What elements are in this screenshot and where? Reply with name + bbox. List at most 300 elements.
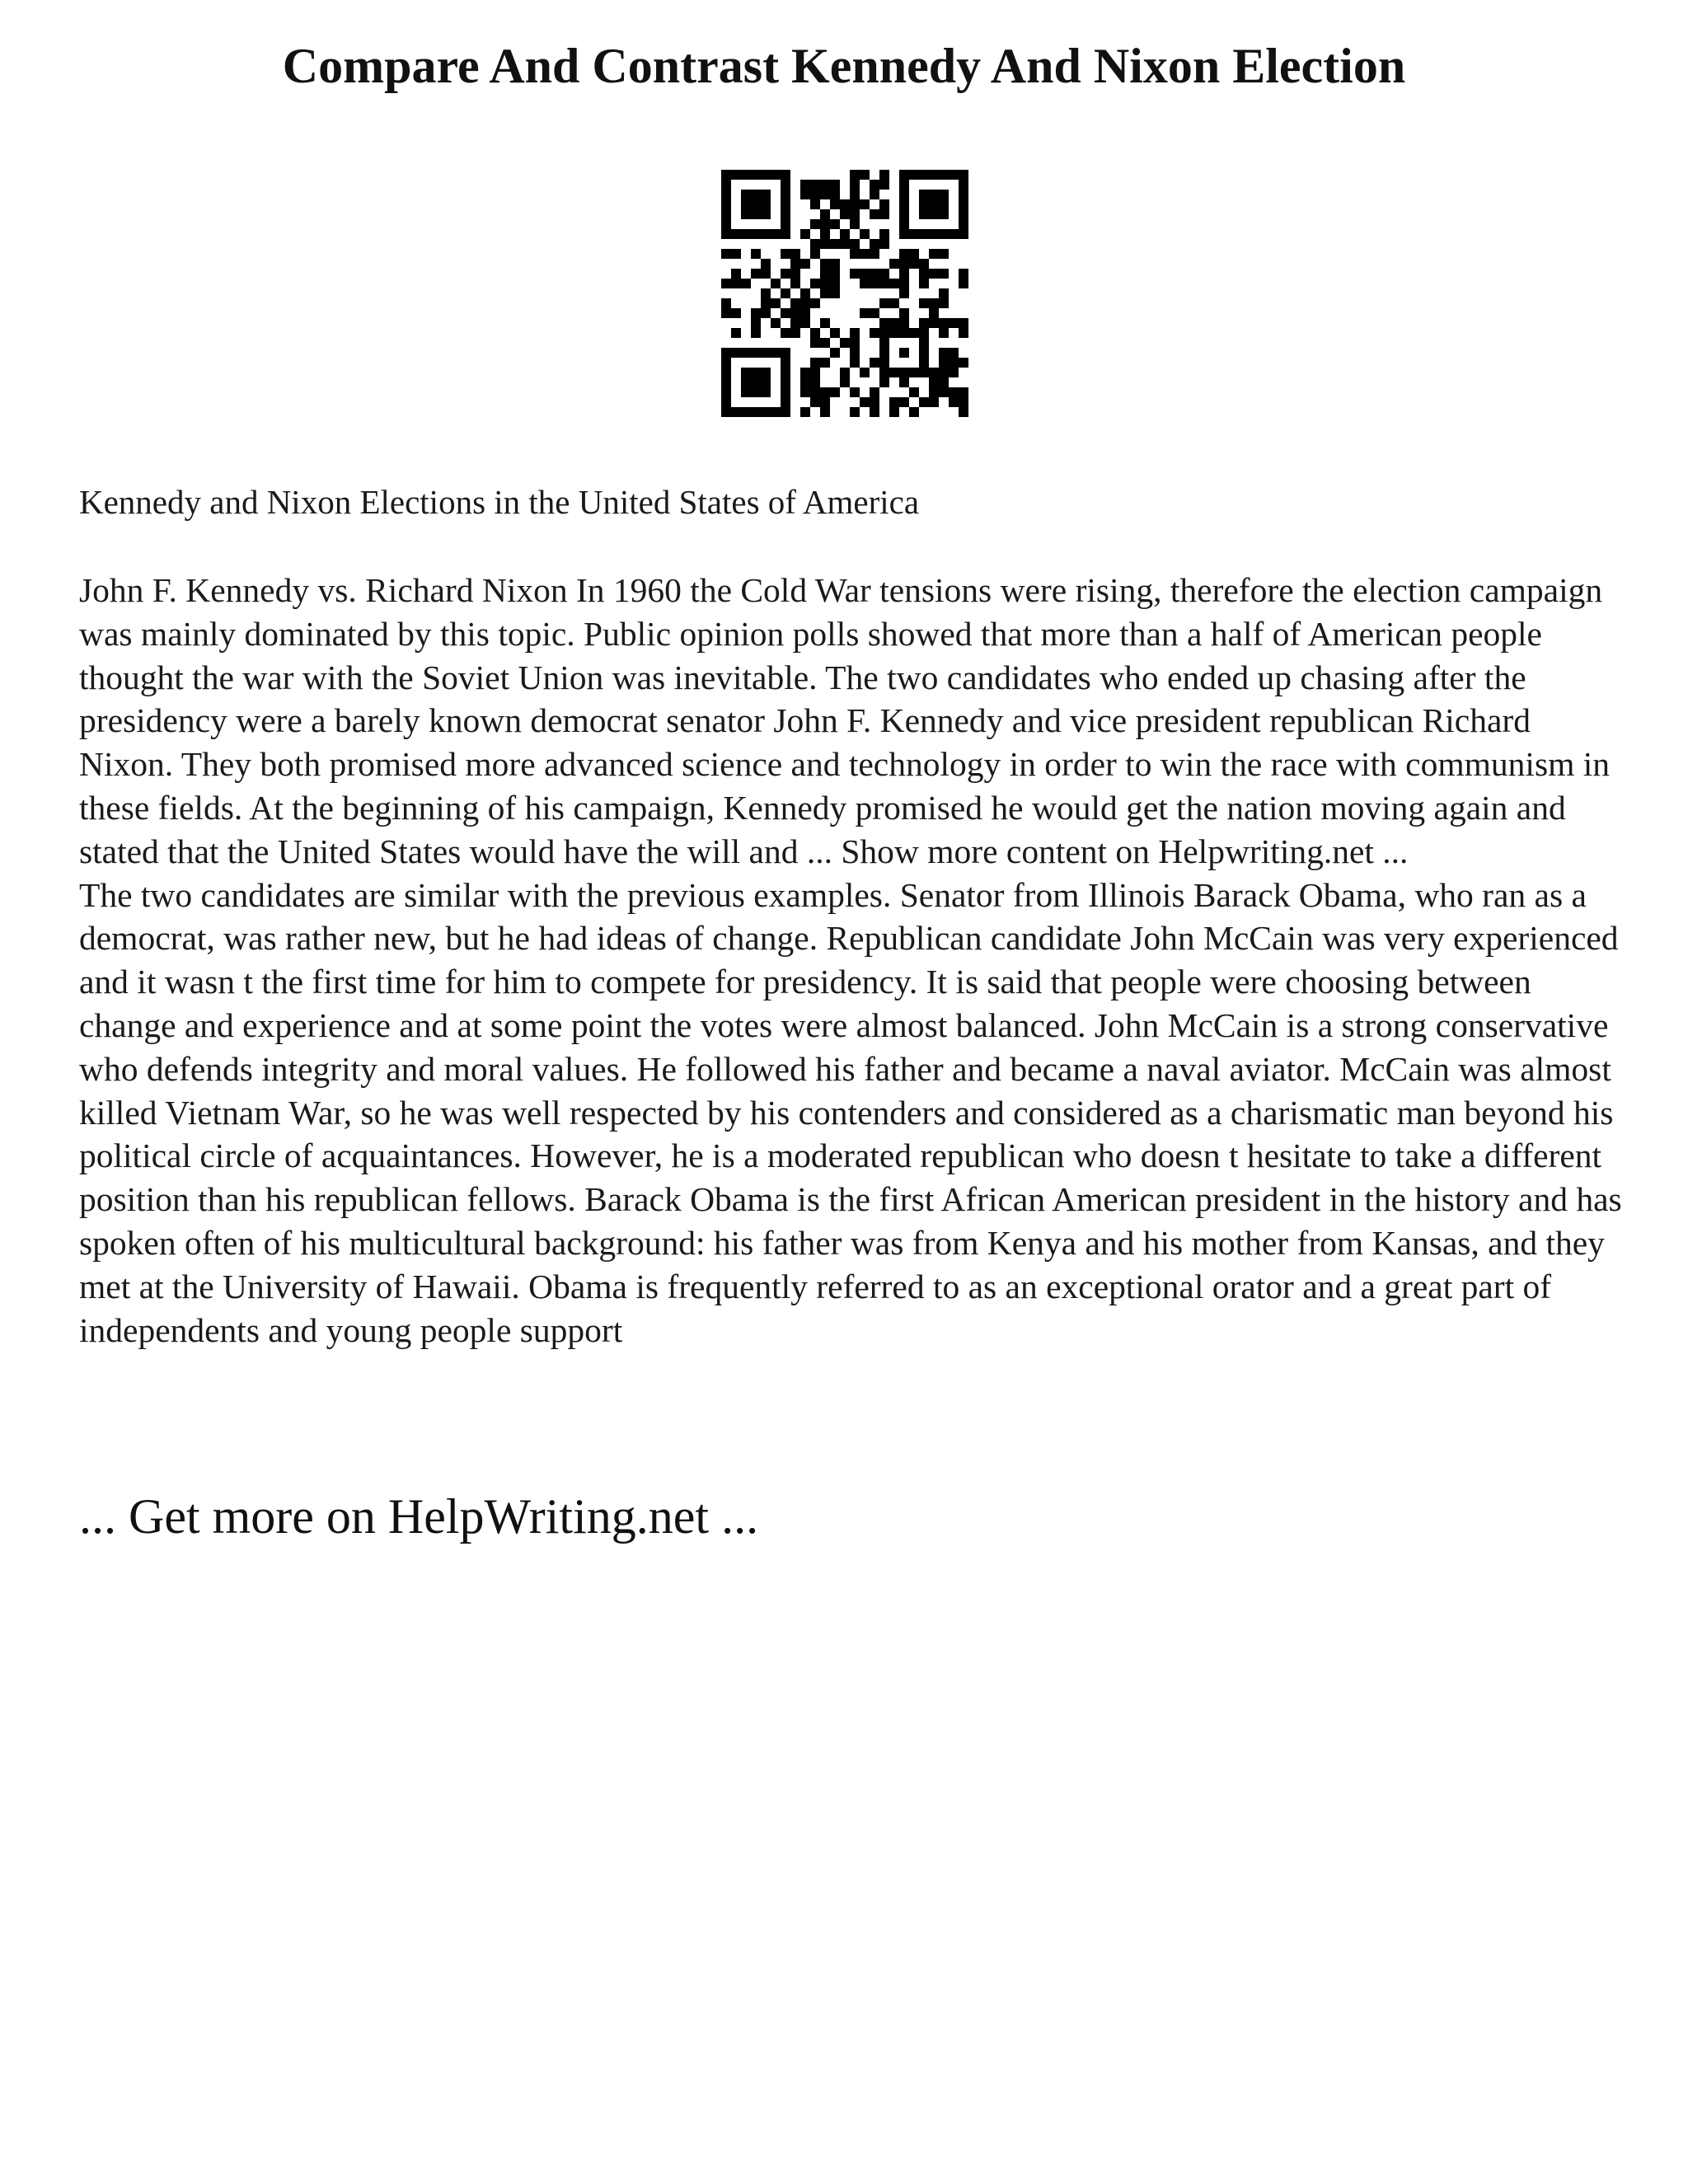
qr-module [751, 318, 761, 328]
qr-module [850, 348, 860, 358]
qr-module [850, 180, 860, 190]
qr-module [830, 190, 840, 199]
qr-module [919, 170, 929, 180]
qr-module [800, 229, 810, 239]
qr-module [761, 387, 771, 397]
qr-module [721, 180, 731, 190]
qr-module [721, 190, 731, 199]
qr-module [919, 358, 929, 368]
qr-module [731, 279, 741, 288]
qr-module [820, 239, 830, 249]
qr-module [879, 298, 889, 308]
qr-module [820, 219, 830, 229]
qr-module [771, 229, 781, 239]
qr-module [919, 368, 929, 377]
qr-module [929, 397, 939, 407]
qr-module [919, 397, 929, 407]
qr-module [731, 308, 741, 318]
qr-module [899, 328, 909, 338]
qr-module [781, 368, 790, 377]
qr-module [899, 377, 909, 387]
qr-module [781, 348, 790, 358]
qr-module [949, 170, 959, 180]
qr-module [810, 397, 820, 407]
qr-module [751, 209, 761, 219]
qr-module [771, 279, 781, 288]
qr-module [741, 377, 751, 387]
qr-module [929, 170, 939, 180]
qr-module [731, 348, 741, 358]
qr-module [949, 358, 959, 368]
qr-module [939, 190, 949, 199]
qr-module [899, 279, 909, 288]
qr-module [919, 318, 929, 328]
paragraph-obama-mccain: The two candidates are similar with the previous examples. Senator from Illinois Barack Obama, who ran as a democrat, was rather new, but he had ideas of change. Republican candidate John McCain was very experienced and it wasn t the first time for him to compete for presidency. It is said that people were choosing between change and experience and at some point the votes were almost balanced. John McCain is a strong conservative who defends integrity and moral values. He followed his father and became a naval aviator. McCain was almost killed Vietnam War, so he was well respected by his contenders and considered as a charismatic man beyond his political circle of acquaintances. However, he is a moderated republican who doesn t hesitate to take a different position than his republican fellows. Barack Obama is the first African American president in the history and has spoken often of his multicultural background: his father was from Kenya and his mother from Kansas, and they met at the University of Hawaii. Obama is frequently referred to as an exceptional orator and a great part of independents and young people support [79, 875, 1622, 1349]
qr-module [899, 269, 909, 279]
qr-module [870, 387, 879, 397]
qr-module [899, 199, 909, 209]
qr-module [751, 387, 761, 397]
qr-module [959, 190, 968, 199]
qr-module [751, 377, 761, 387]
qr-module [790, 269, 800, 279]
qr-module [751, 328, 761, 338]
qr-module [751, 407, 761, 417]
qr-module [850, 190, 860, 199]
qr-module [771, 318, 781, 328]
qr-module [830, 387, 840, 397]
qr-module [751, 249, 761, 259]
qr-module [899, 288, 909, 298]
qr-module [790, 308, 800, 318]
qr-module [919, 229, 929, 239]
qr-module [919, 190, 929, 199]
qr-module [939, 269, 949, 279]
qr-module [781, 308, 790, 318]
qr-module [810, 387, 820, 397]
qr-module [830, 259, 840, 269]
qr-module [761, 190, 771, 199]
qr-module [929, 229, 939, 239]
qr-module [959, 387, 968, 397]
qr-module [721, 308, 731, 318]
qr-module [820, 279, 830, 288]
qr-module [899, 219, 909, 229]
qr-module [790, 279, 800, 288]
qr-module [741, 407, 751, 417]
qr-module [929, 387, 939, 397]
article-body [79, 569, 1625, 1352]
qr-module [761, 377, 771, 387]
qr-code-graphic [721, 170, 968, 417]
qr-module [879, 328, 889, 338]
qr-module [860, 279, 870, 288]
qr-module [939, 249, 949, 259]
qr-module [919, 348, 929, 358]
qr-module [830, 288, 840, 298]
qr-module [899, 318, 909, 328]
qr-module [860, 170, 870, 180]
qr-module [820, 259, 830, 269]
qr-module [741, 229, 751, 239]
qr-module [879, 348, 889, 358]
qr-module [919, 269, 929, 279]
qr-module [721, 358, 731, 368]
qr-module [751, 199, 761, 209]
qr-module [879, 338, 889, 348]
qr-module [959, 269, 968, 279]
qr-module [949, 387, 959, 397]
qr-module [820, 407, 830, 417]
qr-module [870, 328, 879, 338]
qr-module [919, 209, 929, 219]
paragraph-kennedy-nixon: John F. Kennedy vs. Richard Nixon In 1960 the Cold War tensions were rising, therefore the election campaign was mainly dominated by this topic. Public opinion polls showed that more than a half of American people thought the war with the Soviet Union was inevitable. The two candidates who ended up chasing after the presidency were a barely known democrat senator John F. Kennedy and vice president republican Richard Nixon. They both promised more advanced science and technology in order to win the race with communism in these fields. At the beginning of his campaign, Kennedy promised he would get the nation moving again and stated that the United States would have the will and ... Show more content on Helpwriting.net ... [79, 571, 1611, 870]
qr-module [721, 170, 731, 180]
qr-module [879, 170, 889, 180]
qr-module [929, 199, 939, 209]
qr-module [810, 377, 820, 387]
qr-module [889, 318, 899, 328]
qr-module [939, 199, 949, 209]
qr-module [800, 298, 810, 308]
qr-module [810, 279, 820, 288]
qr-module [721, 368, 731, 377]
qr-module [850, 407, 860, 417]
qr-module [959, 219, 968, 229]
qr-module [959, 318, 968, 328]
qr-module [810, 190, 820, 199]
qr-module [800, 259, 810, 269]
qr-module [949, 229, 959, 239]
qr-module [929, 190, 939, 199]
qr-module [771, 407, 781, 417]
qr-module [929, 377, 939, 387]
qr-module [909, 229, 919, 239]
qr-module [731, 407, 741, 417]
qr-module [909, 387, 919, 397]
qr-module [830, 239, 840, 249]
qr-module [919, 338, 929, 348]
qr-module [810, 338, 820, 348]
qr-module [850, 358, 860, 368]
qr-module [899, 308, 909, 318]
qr-module [870, 397, 879, 407]
qr-module [781, 229, 790, 239]
get-more-link[interactable]: ... Get more on HelpWriting.net ... [79, 1489, 759, 1544]
qr-module [751, 190, 761, 199]
qr-module [939, 318, 949, 328]
qr-module [761, 229, 771, 239]
qr-module [741, 368, 751, 377]
qr-module [899, 259, 909, 269]
qr-module [949, 397, 959, 407]
qr-module [741, 387, 751, 397]
qr-module [761, 298, 771, 308]
qr-module [781, 249, 790, 259]
qr-module [761, 308, 771, 318]
qr-module [840, 368, 850, 377]
qr-module [771, 170, 781, 180]
qr-module [830, 180, 840, 190]
qr-module [781, 199, 790, 209]
qr-module [850, 170, 860, 180]
qr-module [850, 328, 860, 338]
qr-module [879, 239, 889, 249]
qr-module [800, 407, 810, 417]
qr-module [721, 407, 731, 417]
qr-module [781, 397, 790, 407]
qr-module [909, 368, 919, 377]
qr-module [830, 328, 840, 338]
qr-module [889, 328, 899, 338]
qr-module [741, 348, 751, 358]
qr-module [830, 199, 840, 209]
qr-module [800, 377, 810, 387]
qr-module [741, 199, 751, 209]
qr-module [909, 328, 919, 338]
qr-module [731, 249, 741, 259]
qr-module [889, 259, 899, 269]
qr-module [939, 368, 949, 377]
qr-module [949, 318, 959, 328]
qr-module [939, 209, 949, 219]
qr-module [889, 397, 899, 407]
qr-module [959, 229, 968, 239]
qr-module [751, 368, 761, 377]
qr-module [721, 377, 731, 387]
qr-module [879, 279, 889, 288]
qr-module [731, 328, 741, 338]
qr-module [929, 249, 939, 259]
qr-module [781, 328, 790, 338]
qr-module [741, 279, 751, 288]
qr-module [721, 199, 731, 209]
qr-module [820, 338, 830, 348]
qr-module [800, 190, 810, 199]
qr-module [949, 348, 959, 358]
qr-module [939, 348, 949, 358]
qr-module [751, 269, 761, 279]
qr-module [850, 269, 860, 279]
qr-module [870, 358, 879, 368]
qr-module [909, 170, 919, 180]
qr-module [810, 219, 820, 229]
qr-module [721, 219, 731, 229]
qr-module [879, 269, 889, 279]
qr-module [899, 229, 909, 239]
qr-module [929, 308, 939, 318]
qr-module [860, 397, 870, 407]
qr-module [761, 407, 771, 417]
qr-module [830, 269, 840, 279]
qr-module [810, 328, 820, 338]
qr-module [899, 397, 909, 407]
qr-module [919, 279, 929, 288]
qr-module [820, 209, 830, 219]
qr-module [850, 338, 860, 348]
qr-module [959, 180, 968, 190]
qr-module [731, 269, 741, 279]
qr-module [781, 407, 790, 417]
qr-module [761, 368, 771, 377]
qr-module [870, 279, 879, 288]
qr-module [959, 279, 968, 288]
qr-module [879, 377, 889, 387]
qr-module [959, 407, 968, 417]
qr-module [820, 288, 830, 298]
qr-module [731, 229, 741, 239]
qr-module [840, 239, 850, 249]
qr-module [889, 298, 899, 308]
qr-module [721, 397, 731, 407]
qr-module [771, 298, 781, 308]
qr-module [889, 279, 899, 288]
qr-module [810, 249, 820, 259]
qr-module [959, 209, 968, 219]
qr-module [721, 387, 731, 397]
qr-module [860, 269, 870, 279]
qr-module [820, 269, 830, 279]
qr-module [830, 279, 840, 288]
qr-module [939, 328, 949, 338]
qr-module [889, 368, 899, 377]
qr-module [870, 180, 879, 190]
qr-module [939, 358, 949, 368]
qr-module [870, 269, 879, 279]
qr-module [790, 249, 800, 259]
qr-module [860, 199, 870, 209]
qr-module [959, 328, 968, 338]
qr-module [800, 368, 810, 377]
qr-module [899, 170, 909, 180]
qr-code-icon [721, 170, 968, 417]
qr-module [820, 180, 830, 190]
qr-module [939, 229, 949, 239]
qr-module [751, 308, 761, 318]
qr-module [879, 368, 889, 377]
qr-module [800, 288, 810, 298]
qr-module [860, 308, 870, 318]
qr-module [820, 387, 830, 397]
qr-module [860, 229, 870, 239]
qr-module [889, 407, 899, 417]
qr-module [939, 298, 949, 308]
qr-module [959, 170, 968, 180]
qr-module [909, 407, 919, 417]
qr-module [761, 199, 771, 209]
qr-module [751, 229, 761, 239]
qr-module [909, 249, 919, 259]
qr-module [870, 239, 879, 249]
qr-module [830, 219, 840, 229]
qr-module [939, 387, 949, 397]
qr-module [870, 308, 879, 318]
qr-module [781, 288, 790, 298]
qr-module [721, 209, 731, 219]
qr-module [919, 259, 929, 269]
qr-module [781, 358, 790, 368]
qr-module [860, 368, 870, 377]
qr-module [840, 209, 850, 219]
qr-module [810, 298, 820, 308]
qr-module [870, 209, 879, 219]
qr-module [879, 358, 889, 368]
qr-module [761, 209, 771, 219]
qr-module [879, 229, 889, 239]
qr-module [870, 190, 879, 199]
qr-module [810, 358, 820, 368]
qr-module [959, 397, 968, 407]
qr-module [790, 259, 800, 269]
qr-module [939, 170, 949, 180]
qr-module [899, 249, 909, 259]
qr-module [949, 368, 959, 377]
qr-module [959, 199, 968, 209]
qr-module [721, 348, 731, 358]
qr-module [879, 199, 889, 209]
qr-module [721, 298, 731, 308]
qr-module [840, 199, 850, 209]
qr-module [959, 358, 968, 368]
qr-module [721, 249, 731, 259]
qr-module [929, 318, 939, 328]
qr-module [879, 318, 889, 328]
qr-module [800, 318, 810, 328]
qr-module [850, 219, 860, 229]
qr-module [721, 279, 731, 288]
qr-module [820, 190, 830, 199]
qr-module [929, 269, 939, 279]
qr-module [899, 209, 909, 219]
qr-module [919, 328, 929, 338]
qr-module [761, 288, 771, 298]
qr-module [919, 199, 929, 209]
qr-module [909, 259, 919, 269]
qr-module [899, 348, 909, 358]
qr-module [810, 180, 820, 190]
qr-module [850, 209, 860, 219]
qr-module [929, 368, 939, 377]
qr-module [840, 377, 850, 387]
qr-module [810, 368, 820, 377]
qr-module [731, 170, 741, 180]
qr-module [781, 190, 790, 199]
document-subtitle: Kennedy and Nixon Elections in the United States of America [79, 483, 920, 521]
qr-module [761, 170, 771, 180]
qr-module [840, 338, 850, 348]
qr-module [810, 239, 820, 249]
qr-module [860, 249, 870, 259]
qr-module [761, 259, 771, 269]
qr-module [879, 209, 889, 219]
qr-module [899, 368, 909, 377]
qr-module [741, 209, 751, 219]
qr-module [939, 288, 949, 298]
qr-module [800, 180, 810, 190]
qr-module [820, 358, 830, 368]
qr-module [830, 348, 840, 358]
qr-module [741, 190, 751, 199]
qr-module [820, 318, 830, 328]
qr-module [810, 199, 820, 209]
qr-module [820, 397, 830, 407]
qr-module [899, 180, 909, 190]
qr-module [820, 229, 830, 239]
qr-module [929, 298, 939, 308]
qr-module [879, 180, 889, 190]
qr-module [870, 249, 879, 259]
qr-module [850, 249, 860, 259]
